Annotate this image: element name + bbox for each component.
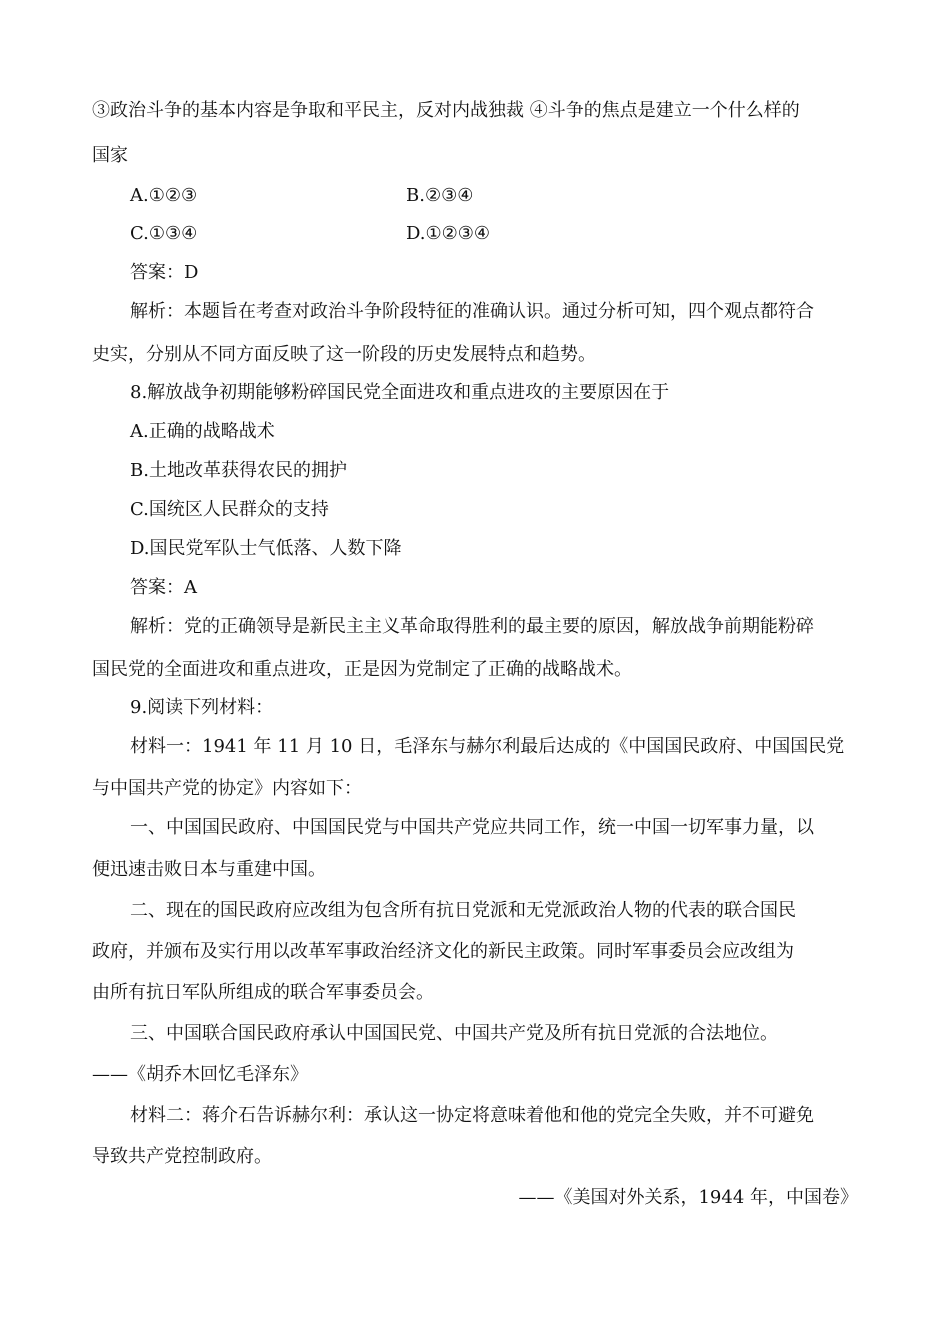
- clause-three-line: 三、中国联合国民政府承认中国国民党、中国共产党及所有抗日党派的合法地位。: [130, 1023, 778, 1044]
- q7-option-a: A.①②③: [130, 185, 198, 206]
- material-two-line: 导致共产党控制政府。: [92, 1146, 272, 1167]
- clause-one-line: 一、中国国民政府、中国国民党与中国共产党应共同工作，统一中国一切军事力量，以: [130, 817, 814, 838]
- q7-option-d: D.①②③④: [406, 223, 491, 244]
- q8-option-c: C.国统区人民群众的支持: [130, 499, 329, 520]
- q8-stem: 8.解放战争初期能够粉碎国民党全面进攻和重点进攻的主要原因在于: [130, 382, 670, 403]
- q8-analysis-line: 解析：党的正确领导是新民主主义革命取得胜利的最主要的原因，解放战争前期能粉碎: [130, 616, 814, 637]
- material-one-line: 与中国共产党的协定》内容如下：: [92, 778, 362, 799]
- q7-analysis-line: 解析：本题旨在考查对政治斗争阶段特征的准确认识。通过分析可知，四个观点都符合: [130, 301, 814, 322]
- material-one-line: 材料一：1941 年 11 月 10 日，毛泽东与赫尔利最后达成的《中国国民政府、中国国民党: [130, 736, 845, 757]
- q8-answer: 答案：A: [130, 577, 197, 598]
- material-two-line: 材料二：蒋介石告诉赫尔利：承认这一协定将意味着他和他的党完全失败，并不可避免: [130, 1105, 814, 1126]
- q8-option-b: B.土地改革获得农民的拥护: [130, 460, 347, 481]
- q8-option-d: D.国民党军队士气低落、人数下降: [130, 538, 402, 559]
- clause-two-line: 二、现在的国民政府应改组为包含所有抗日党派和无党派政治人物的代表的联合国民: [130, 900, 796, 921]
- q9-stem: 9.阅读下列材料：: [130, 697, 274, 718]
- q7-answer: 答案：D: [130, 262, 199, 283]
- material-two-source: ——《美国对外关系，1944 年，中国卷》: [518, 1187, 858, 1208]
- q7-option-c: C.①③④: [130, 223, 198, 244]
- q7-statement-line: 国家: [92, 145, 128, 166]
- clause-one-line: 便迅速击败日本与重建中国。: [92, 859, 326, 880]
- clause-two-line: 政府，并颁布及实行用以改革军事政治经济文化的新民主政策。同时军事委员会应改组为: [92, 941, 794, 962]
- q7-statement-line: ③政治斗争的基本内容是争取和平民主，反对内战独裁 ④斗争的焦点是建立一个什么样的: [92, 100, 800, 121]
- q7-analysis-line: 史实，分别从不同方面反映了这一阶段的历史发展特点和趋势。: [92, 344, 596, 365]
- q8-analysis-line: 国民党的全面进攻和重点进攻，正是因为党制定了正确的战略战术。: [92, 659, 632, 680]
- material-one-source: ——《胡乔木回忆毛泽东》: [92, 1064, 308, 1085]
- q7-option-b: B.②③④: [406, 185, 474, 206]
- q8-option-a: A.正确的战略战术: [130, 421, 275, 442]
- clause-two-line: 由所有抗日军队所组成的联合军事委员会。: [92, 982, 434, 1003]
